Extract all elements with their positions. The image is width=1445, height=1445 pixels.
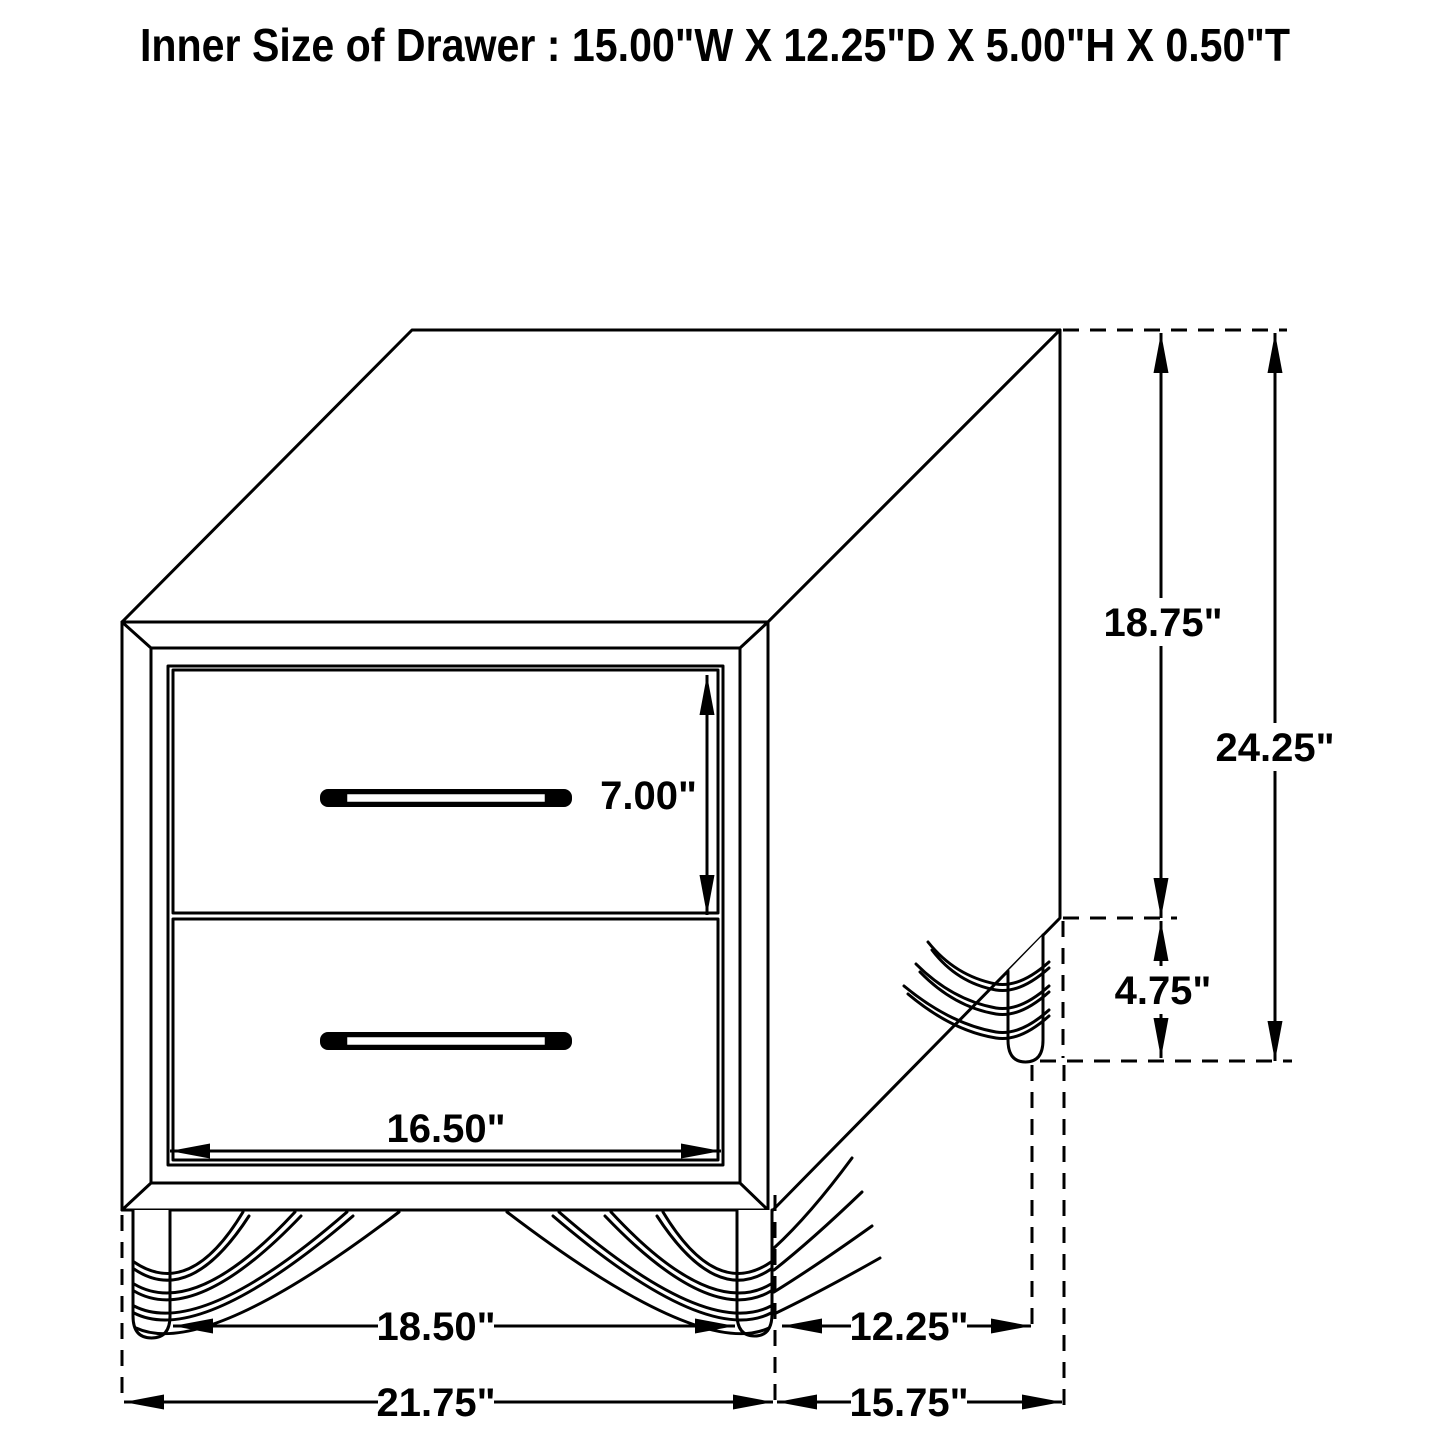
dim-label-overall-height: 24.25" bbox=[1215, 726, 1335, 770]
handle-bar-bottom-inner bbox=[346, 1036, 546, 1046]
dim-label-front-leg-spacing: 18.50" bbox=[376, 1305, 496, 1349]
dim-label-drawer-front-height: 7.00" bbox=[600, 774, 697, 818]
dim-label-side-leg-spacing: 12.25" bbox=[849, 1305, 969, 1349]
dim-label-overall-width: 21.75" bbox=[376, 1381, 496, 1425]
dim-label-overall-depth: 15.75" bbox=[849, 1381, 969, 1425]
dim-label-leg-height: 4.75" bbox=[1114, 969, 1212, 1013]
diagram-title: Inner Size of Drawer : 15.00"W X 12.25"D X 5.00"H X 0.50"T bbox=[140, 19, 1290, 71]
dim-label-drawer-opening-width: 16.50" bbox=[386, 1107, 506, 1151]
drawer-top-handle bbox=[320, 789, 572, 807]
dim-label-case-height: 18.75" bbox=[1103, 601, 1223, 645]
handle-bar-top-inner bbox=[346, 793, 546, 803]
nightstand-drawing bbox=[122, 330, 1060, 1338]
drawer-bottom-handle bbox=[320, 1032, 572, 1050]
